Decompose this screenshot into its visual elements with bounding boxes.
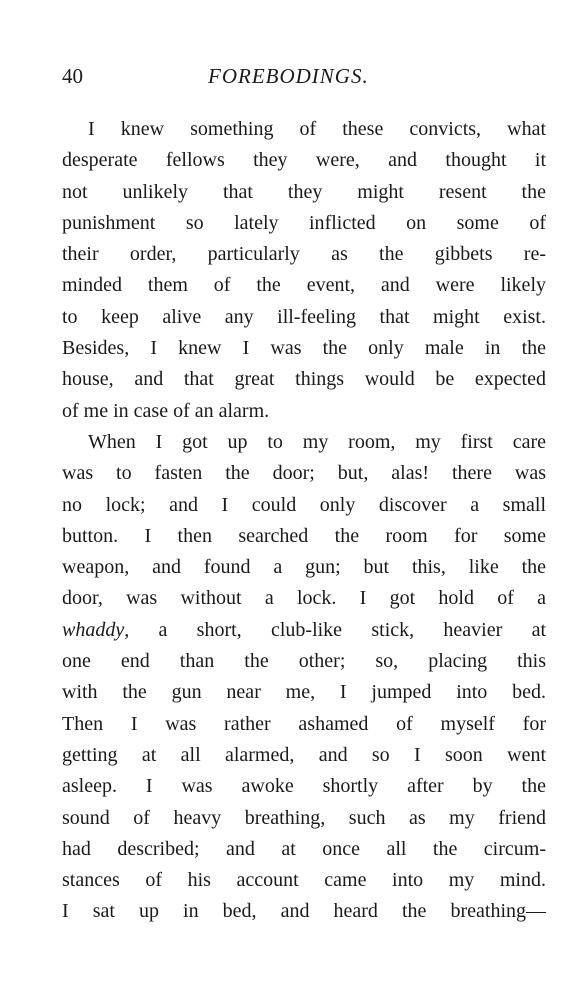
text-line: no lock; and I could only discover a small	[62, 493, 546, 516]
text-line: asleep. I was awoke shortly after by the	[62, 775, 546, 798]
text-line: weapon, and found a gun; but this, like the	[62, 556, 546, 579]
text-line: of me in case of an alarm.	[62, 399, 270, 422]
text-line-rest: , a short, club-like stick, heavier at	[124, 618, 546, 641]
text-line: I sat up in bed, and heard the breathing—	[62, 900, 546, 923]
body-text	[62, 114, 546, 928]
text-line: button. I then searched the room for some	[62, 524, 546, 547]
text-line: one end than the other; so, placing this	[62, 650, 546, 673]
page-number: 40	[62, 64, 83, 88]
text-line: had described; and at once all the circum-	[62, 837, 546, 860]
text-line-with-italic	[62, 615, 546, 646]
text-line: their order, particularly as the gibbets re-	[62, 243, 546, 266]
text-line: When I got up to my room, my first care	[88, 430, 546, 453]
text-line: I knew something of these convicts, what	[88, 118, 546, 140]
text-line: minded them of the event, and were likely	[62, 274, 546, 297]
text-line: stances of his account came into my mind.	[62, 869, 546, 892]
text-line: sound of heavy breathing, such as my friend	[62, 806, 546, 829]
page-header	[62, 64, 546, 94]
text-line: with the gun near me, I jumped into bed.	[62, 681, 546, 704]
text-line: to keep alive any ill-feeling that might exist.	[62, 305, 546, 328]
text-line: not unlikely that they might resent the	[62, 180, 546, 203]
italic-word: whaddy	[62, 618, 125, 641]
text-line: desperate fellows they were, and thought it	[62, 149, 546, 172]
text-line: getting at all alarmed, and so I soon went	[62, 743, 546, 766]
text-line: punishment so lately inflicted on some of	[62, 211, 546, 234]
text-line: Then I was rather ashamed of myself for	[62, 712, 546, 735]
running-title: FOREBODINGS.	[208, 64, 369, 88]
text-line: was to fasten the door; but, alas! there was	[62, 462, 546, 485]
text-line: house, and that great things would be expected	[62, 368, 546, 391]
text-line: Besides, I knew I was the only male in the	[62, 337, 546, 360]
text-line: door, was without a lock. I got hold of a	[62, 587, 546, 610]
